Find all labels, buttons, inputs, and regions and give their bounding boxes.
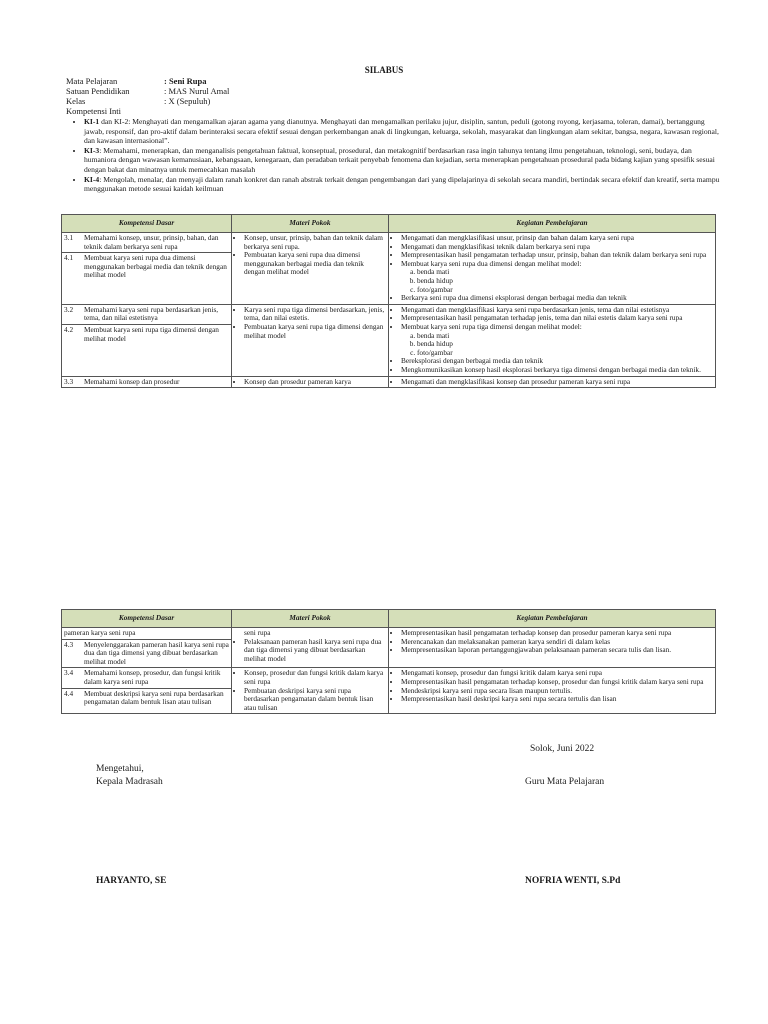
kd-number: 4.3: [64, 639, 74, 649]
kd-text: pameran karya seni rupa: [64, 628, 136, 637]
header-kompetensi-dasar: Kompetensi Dasar: [62, 610, 232, 628]
kegiatan-item: • Mengamati dan mengklasifikasi karya seni rupa berdasarkan jenis, tema dan nilai estetisnya: [401, 306, 713, 315]
ki-item: • KI-3: Memahami, menerapkan, dan menganalisis pengetahuan faktual, konseptual, prosedural, dan metakognitif berdasarkan rasa ingin tahunya tentang ilmu pengetahuan, teknologi, seni, budaya, dan humaniora dengan wawasan kemanusiaan, kebangsaan, kenegaraan, dan peradaban terkait penyebab fenomena dan kejadian, serta menerapkan pengetahuan prosedural pada bidang kajian yang spesifik sesuai dengan bakat dan minatnya untuk memecahkan masalah: [84, 146, 726, 175]
core-competence-list: [66, 117, 726, 194]
kd-number: 3.3: [64, 376, 74, 386]
info-label: Kelas: [66, 96, 86, 106]
kd-item: [62, 639, 231, 668]
teacher-title: Guru Mata Pelajaran: [525, 777, 605, 787]
table-row: [62, 376, 716, 388]
kd-text: Memahami konsep dan prosedur: [84, 376, 180, 386]
kd-number: 3.1: [64, 233, 74, 242]
info-row-school: [66, 86, 229, 96]
materi-pokok-cell: [232, 668, 389, 714]
kegiatan-subitem: a. benda mati: [417, 268, 713, 277]
kompetensi-dasar-cell: [62, 233, 232, 305]
syllabus-table-2: [61, 609, 716, 714]
materi-item: • Pembuatan karya seni rupa dua dimensi menggunakan berbagai media dan teknik dengan melihat model: [244, 251, 386, 277]
kegiatan-subitem: c. foto/gambar: [417, 349, 713, 358]
headmaster-name: HARYANTO, SE: [96, 876, 167, 886]
kegiatan-item: • Berkarya seni rupa dua dimensi eksplorasi dengan berbagai media dan teknik: [401, 294, 713, 303]
kd-item: [62, 252, 231, 281]
teacher-name: NOFRIA WENTI, S.Pd: [525, 876, 621, 886]
kd-item: [62, 305, 231, 324]
table-row: [62, 304, 716, 376]
kegiatan-pembelajaran-cell: [389, 628, 716, 668]
kd-text: Membuat karya seni rupa dua dimensi menggunakan berbagai media dan teknik dengan melihat model: [84, 253, 227, 280]
materi-pokok-cell: [232, 376, 389, 388]
materi-pokok-cell: [232, 233, 389, 305]
header-materi-pokok: Materi Pokok: [232, 610, 389, 628]
kd-number: 3.4: [64, 668, 74, 678]
info-value: : Seni Rupa: [164, 76, 207, 86]
kegiatan-pembelajaran-cell: [389, 376, 716, 388]
ki-item: • KI-4: Mengolah, menalar, dan menyaji dalam ranah konkret dan ranah abstrak terkait dengan pengembangan dari yang dipelajarinya di sekolah secara mandiri, bertindak secara efektif dan kreatif, serta mampu menggunakan metode sesuai kaidah keilmuan: [84, 175, 726, 194]
kegiatan-subitem: c. foto/gambar: [417, 286, 713, 295]
kegiatan-item: • Mengkomunikasikan konsep hasil eksplorasi berkarya tiga dimensi dengan berbagai media dan teknik.: [401, 366, 713, 375]
materi-pokok-cell: [232, 304, 389, 376]
syllabus-table-1: [61, 214, 716, 388]
info-label: Satuan Pendidikan: [66, 86, 130, 96]
info-label: Mata Pelajaran: [66, 76, 118, 86]
info-value: : X (Sepuluh): [164, 96, 211, 106]
kd-text: Menyelenggarakan pameran hasil karya seni rupa dua dan tiga dimensi yang dibuat berdasarkan melihat model: [84, 639, 229, 666]
materi-item: • Konsep, prosedur dan fungsi kritik dalam karya seni rupa: [244, 669, 386, 686]
kegiatan-item: • Merencanakan dan melaksanakan pameran karya sendiri di dalam kelas: [401, 638, 713, 647]
materi-lead-text: seni rupa: [244, 628, 271, 637]
kegiatan-item: • Bereksplorasi dengan berbagai media dan teknik: [401, 357, 713, 366]
kd-text: Membuat karya seni rupa tiga dimensi dengan melihat model: [84, 324, 219, 343]
table-row: [62, 628, 716, 668]
kd-number: 4.4: [64, 688, 74, 698]
headmaster-title: Kepala Madrasah: [96, 777, 163, 787]
table-row: [62, 233, 716, 305]
header-kegiatan-pembelajaran: Kegiatan Pembelajaran: [389, 610, 716, 628]
kegiatan-item: • Membuat karya seni rupa dua dimensi dengan melihat model: a. benda mati b. benda hidup c. foto/gambar: [401, 260, 713, 294]
ki-item: • KI-1 dan KI-2: Menghayati dan mengamalkan ajaran agama yang dianutnya. Menghayati dan mengamalkan perilaku jujur, disiplin, santun, peduli (gotong royong, kerjasama, toleran, damai), bertanggung jawab, responsif, dan pro-aktif dalam berinteraksi secara efektif sesuai dengan perkembangan anak di lingkungan, keluarga, sekolah, masyarakat dan lingkungan alam sekitar, bangsa, negara, kawasan regional, dan kawasan internasional”.: [84, 117, 726, 146]
table-row: [62, 668, 716, 714]
materi-item: • Karya seni rupa tiga dimensi berdasarkan, jenis, tema, dan nilai estetis.: [244, 306, 386, 323]
kompetensi-dasar-cell: [62, 304, 232, 376]
document-title: SILABUS: [364, 65, 404, 75]
kompetensi-dasar-cell: [62, 376, 232, 388]
materi-item: • Pembuatan deskripsi karya seni rupa berdasarkan pengamatan dalam bentuk lisan atau tulisan: [244, 687, 386, 713]
materi-item: • Konsep dan prosedur pameran karya: [244, 378, 386, 387]
info-label: Kompetensi Inti: [66, 106, 122, 116]
kegiatan-item: • Mengamati dan mengklasifikasi teknik dalam berkarya seni rupa: [401, 243, 713, 252]
kd-item: [62, 377, 231, 388]
kegiatan-item: • Mempresentasikan hasil pengamatan terhadap unsur, prinsip, bahan dan teknik dalam berkarya seni rupa: [401, 251, 713, 260]
kd-number: 4.2: [64, 324, 74, 334]
kd-text: Membuat deskripsi karya seni rupa berdasarkan pengamatan dalam bentuk lisan atau tulisan: [84, 688, 224, 707]
kegiatan-subitem: b. benda hidup: [417, 277, 713, 286]
kegiatan-item: • Mengamati dan mengklasifikasi konsep dan prosedur pameran karya seni rupa: [401, 378, 713, 387]
materi-item: • Pelaksanaan pameran hasil karya seni rupa dua dan tiga dimensi yang dibuat berdasarkan melihat model: [244, 638, 386, 664]
info-value: : MAS Nurul Amal: [164, 86, 230, 96]
materi-item: • Konsep, unsur, prinsip, bahan dan teknik dalam berkarya seni rupa.: [244, 234, 386, 251]
header-materi-pokok: Materi Pokok: [232, 215, 389, 233]
kegiatan-item: • Mempresentasikan hasil pengamatan terhadap konsep dan prosedur pameran karya seni rupa: [401, 629, 713, 638]
place-date: Solok, Juni 2022: [530, 744, 595, 754]
kegiatan-item: • Mempresentasikan hasil pengamatan terhadap jenis, tema dan nilai estetis dalam karya seni rupa: [401, 314, 713, 323]
kd-item: [62, 668, 231, 687]
kd-item: [62, 688, 231, 708]
kegiatan-item: • Mengamati dan mengklasifikasi unsur, prinsip dan bahan dalam karya seni rupa: [401, 234, 713, 243]
kompetensi-dasar-cell: [62, 668, 232, 714]
kegiatan-item: • Mempresentasikan laporan pertanggungjawaban pelaksanaan pameran secara tulis dan lisan.: [401, 646, 713, 655]
kegiatan-item: • Membuat karya seni rupa tiga dimensi dengan melihat model: a. benda mati b. benda hidup c. foto/gambar: [401, 323, 713, 357]
kd-text: Memahami konsep, prosedur, dan fungsi kritik dalam karya seni rupa: [84, 668, 221, 686]
kompetensi-dasar-cell: [62, 628, 232, 668]
kd-text: Memahami karya seni rupa berdasarkan jenis, tema, dan nilai estetisnya: [84, 304, 219, 323]
kd-text: Memahami konsep, unsur, prinsip, bahan, dan teknik dalam berkarya seni rupa: [84, 233, 219, 251]
info-row-core-competence: [66, 106, 164, 116]
header-kompetensi-dasar: Kompetensi Dasar: [62, 215, 232, 233]
kd-number: 3.2: [64, 304, 74, 314]
acknowledged-label: Mengetahui,: [96, 764, 144, 774]
kegiatan-subitem: a. benda mati: [417, 332, 713, 341]
kegiatan-item: • Mempresentasikan hasil pengamatan terhadap konsep, prosedur dan fungsi kritik dalam karya seni rupa: [401, 678, 713, 687]
kd-item: [62, 233, 231, 252]
kd-item: [62, 628, 231, 639]
materi-item: • Pembuatan karya seni rupa tiga dimensi dengan melihat model: [244, 323, 386, 340]
info-row-class: [66, 96, 210, 106]
kegiatan-item: • Mempresentasikan hasil deskripsi karya seni rupa secara tertulis dan lisan: [401, 695, 713, 704]
header-kegiatan-pembelajaran: Kegiatan Pembelajaran: [389, 215, 716, 233]
kd-number: 4.1: [64, 253, 74, 263]
kegiatan-pembelajaran-cell: [389, 233, 716, 305]
kegiatan-pembelajaran-cell: [389, 304, 716, 376]
kegiatan-subitem: b. benda hidup: [417, 340, 713, 349]
kegiatan-item: • Mendeskripsi karya seni rupa secara lisan maupun tertulis.: [401, 687, 713, 696]
kegiatan-pembelajaran-cell: [389, 668, 716, 714]
kegiatan-item: • Mengamati konsep, prosedur dan fungsi kritik dalam karya seni rupa: [401, 669, 713, 678]
kd-item: [62, 324, 231, 344]
materi-pokok-cell: [232, 628, 389, 668]
info-row-subject: [66, 76, 207, 86]
